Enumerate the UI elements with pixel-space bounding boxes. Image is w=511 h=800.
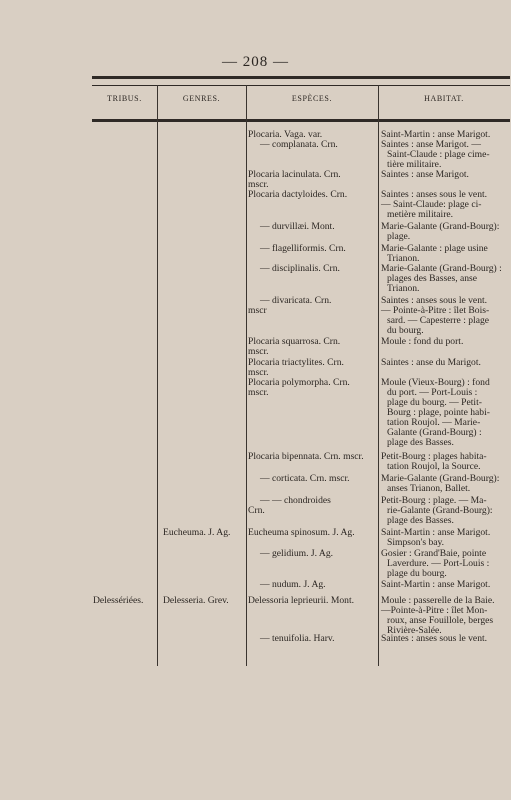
habitat-line: rie-Galante (Grand-Bourg): (387, 505, 493, 516)
habitat-line: Trianon. (387, 253, 420, 264)
species-table (92, 76, 510, 666)
habitat-text (381, 580, 509, 590)
species-name (248, 452, 375, 462)
habitat-line: tière militaire. (387, 159, 442, 170)
header-especes: ESPÈCES. (291, 94, 333, 103)
habitat-line: Moule (Vieux-Bourg) : fond (381, 377, 490, 388)
species-line: Plocaria bipennata. Crn. mscr. (248, 451, 364, 462)
species-line: — flagelliformis. Crn. (260, 243, 346, 254)
habitat-line: roux, anse Fouillole, berges (387, 615, 494, 626)
habitat-line: Saint-Claude : plage cime- (387, 149, 490, 160)
species-line: mscr. (248, 367, 269, 378)
species-line: Eucheuma spinosum. J. Ag. (248, 527, 355, 538)
habitat-text (381, 634, 509, 644)
habitat-text (381, 452, 509, 472)
species-line: Plocaria dactyloides. Crn. (248, 189, 348, 200)
species-line: — durvillæi. Mont. (260, 221, 335, 232)
habitat-line: —Pointe-à-Pitre : îlet Mon- (381, 605, 488, 616)
habitat-line: plage du bourg. (387, 568, 447, 579)
species-name (248, 596, 375, 606)
habitat-line: Saintes : anses sous le vent. (381, 295, 488, 306)
habitat-line: Gosier : Grand'Baie, pointe (381, 548, 487, 559)
column-divider (378, 85, 379, 666)
habitat-line: — Pointe-à-Pitre : îlet Bois- (381, 305, 490, 316)
habitat-text (381, 596, 509, 636)
habitat-line: anses Trianon, Ballet. (387, 483, 471, 494)
species-line: Plocaria polymorpha. Crn. (248, 377, 350, 388)
species-name (248, 528, 375, 538)
species-name (248, 358, 375, 378)
habitat-line: Saintes : anses sous le vent. (381, 189, 488, 200)
habitat-text (381, 170, 509, 180)
species-line: Plocaria. Vaga. var. (248, 129, 323, 140)
habitat-line: Saintes : anse Marigot. — (381, 139, 481, 150)
species-name (248, 474, 375, 484)
species-line: — nudum. J. Ag. (260, 579, 326, 590)
habitat-line: plage du bourg. — Petit- (387, 397, 482, 408)
species-line: mscr (248, 305, 267, 316)
habitat-text (381, 296, 509, 336)
habitat-line: Marie-Galante (Grand-Bourg): (381, 221, 500, 232)
species-name (248, 549, 375, 559)
habitat-line: Rivière-Salée. (387, 625, 442, 636)
species-line: — disciplinalis. Crn. (260, 263, 340, 274)
genus-name: Delesseria. Grev. (163, 595, 229, 606)
habitat-text (381, 528, 509, 548)
habitat-line: Saint-Martin : anse Marigot. (381, 527, 491, 538)
species-line: — gelidium. J. Ag. (260, 548, 334, 559)
habitat-text (381, 190, 509, 220)
habitat-text (381, 549, 509, 579)
habitat-line: plage des Basses. (387, 437, 454, 448)
species-line: Crn. (248, 505, 265, 516)
habitat-line: Saintes : anse du Marigot. (381, 357, 481, 368)
habitat-line: Saint-Martin : anse Marigot. (381, 579, 491, 590)
habitat-line: Laverdure. — Port-Louis : (387, 558, 490, 569)
column-divider (246, 85, 247, 666)
species-name (248, 496, 375, 516)
genus-name: Eucheuma. J. Ag. (163, 527, 231, 538)
habitat-text (381, 140, 509, 170)
habitat-text (381, 264, 509, 294)
habitat-text (381, 378, 509, 448)
tribe-name: Delessériées. (93, 595, 144, 606)
species-line: mscr. (248, 179, 269, 190)
habitat-line: Petit-Bourg : plage. — Ma- (381, 495, 487, 506)
species-line: — tenuifolia. Harv. (260, 633, 335, 644)
header-genres: GENRES. (182, 94, 221, 103)
species-line: Delessoria leprieurii. Mont. (248, 595, 355, 606)
species-line: — complanata. Crn. (260, 139, 338, 150)
habitat-line: Moule : passerelle de la Baie. (381, 595, 495, 606)
species-name (248, 296, 375, 316)
table-top-rule (92, 76, 510, 79)
habitat-line: Saintes : anse Marigot. (381, 169, 469, 180)
habitat-text (381, 496, 509, 526)
habitat-text (381, 474, 509, 494)
habitat-line: Trianon. (387, 283, 420, 294)
habitat-text (381, 244, 509, 264)
habitat-line: Marie-Galante (Grand-Bourg) : (381, 263, 502, 274)
habitat-line: Marie-Galante (Grand-Bourg): (381, 473, 500, 484)
header-bottom-rule (92, 119, 510, 122)
habitat-line: Saint-Martin : anse Marigot. (381, 129, 491, 140)
habitat-line: plages des Basses, anse (387, 273, 478, 284)
habitat-line: plage. (387, 231, 411, 242)
species-name (248, 634, 375, 644)
species-name (248, 170, 375, 190)
species-line: — divaricata. Crn. (260, 295, 332, 306)
header-rule (92, 85, 510, 86)
habitat-line: — Saint-Claude: plage ci- (381, 199, 482, 210)
header-habitat: HABITAT. (424, 94, 464, 103)
habitat-line: metière militaire. (387, 209, 454, 220)
habitat-line: Bourg : plage, pointe habi- (387, 407, 490, 418)
habitat-line: tation Roujol. — Marie- (387, 417, 481, 428)
habitat-line: du bourg. (387, 325, 424, 336)
species-name (248, 264, 375, 274)
habitat-line: Simpson's bay. (387, 537, 445, 548)
species-line: mscr. (248, 387, 269, 398)
species-line: Plocaria lacinulata. Crn. (248, 169, 341, 180)
habitat-text (381, 358, 509, 368)
species-name (248, 140, 375, 150)
habitat-line: plage des Basses. (387, 515, 454, 526)
page-number: — 208 — (222, 54, 289, 70)
species-name (248, 190, 375, 200)
species-name (248, 580, 375, 590)
species-line: Plocaria triactylites. Crn. (248, 357, 344, 368)
species-name (248, 378, 375, 398)
species-name (248, 244, 375, 254)
species-name (248, 337, 375, 357)
species-line: — corticata. Crn. mscr. (260, 473, 350, 484)
habitat-line: tation Roujol, la Source. (387, 461, 481, 472)
habitat-text (381, 222, 509, 242)
header-tribus: TRIBUS. (107, 94, 142, 103)
species-name (248, 222, 375, 232)
habitat-line: Petit-Bourg : plages habita- (381, 451, 487, 462)
species-line: mscr. (248, 346, 269, 357)
habitat-line: sard. — Capesterre : plage (387, 315, 490, 326)
species-line: Plocaria squarrosa. Crn. (248, 336, 341, 347)
habitat-line: Galante (Grand-Bourg) : (387, 427, 482, 438)
habitat-line: du port. — Port-Louis : (387, 387, 478, 398)
habitat-text (381, 337, 509, 347)
habitat-line: Marie-Galante : plage usine (381, 243, 488, 254)
habitat-line: Saintes : anses sous le vent. (381, 633, 488, 644)
species-line: — — chondroides (260, 495, 331, 506)
habitat-line: Moule : fond du port. (381, 336, 464, 347)
column-divider (157, 85, 158, 666)
